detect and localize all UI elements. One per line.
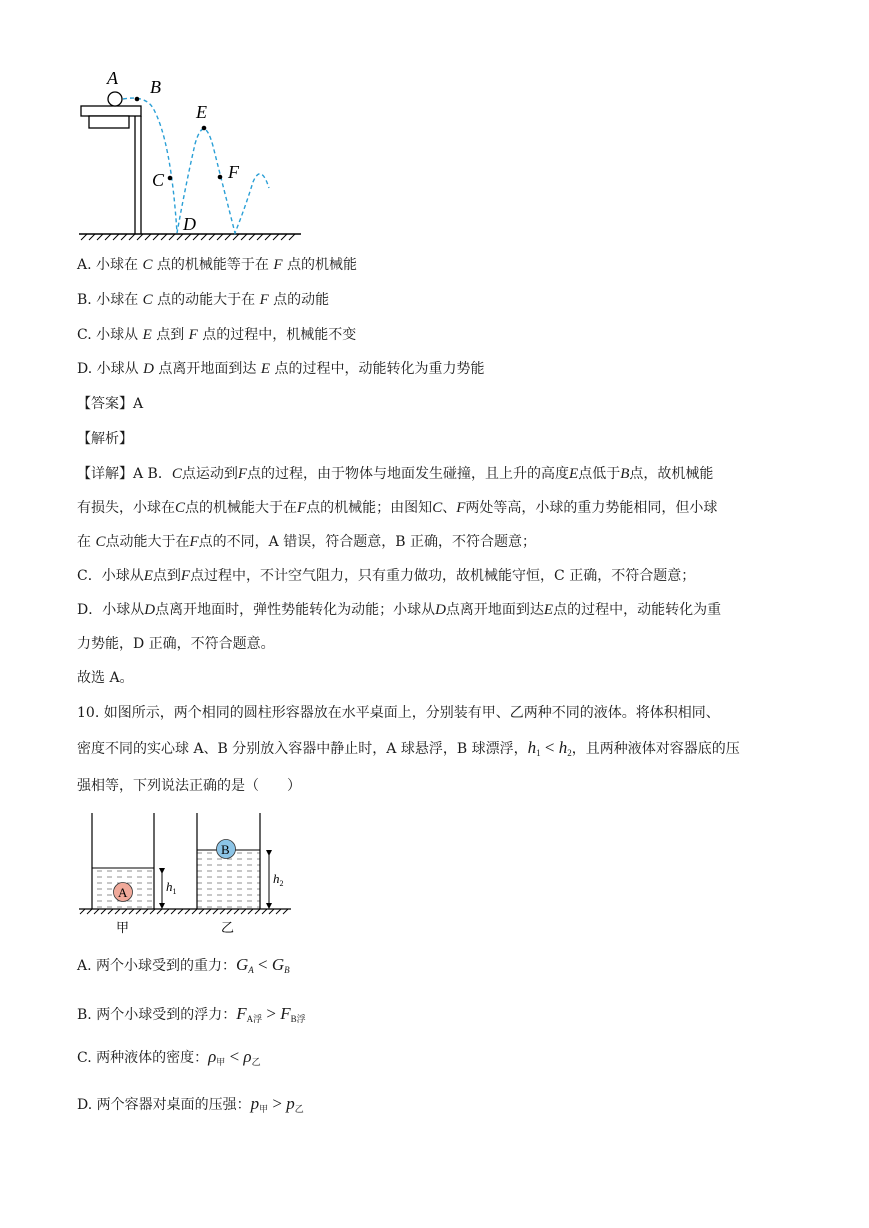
q10-stem-line1: 10. 如图所示，两个相同的圆柱形容器放在水平桌面上，分别装有甲、乙两种不同的液体。将体积相同、 xyxy=(77,705,720,721)
q10-stem-line2: 密度不同的实心球 A、B 分别放入容器中静止时，A 球悬浮，B 球漂浮，$h_1 < h_2$，且两种液体对容器底的压 xyxy=(77,738,740,758)
ground-hatching xyxy=(81,234,295,240)
label-yi: 乙 xyxy=(221,920,235,935)
q9-option-a: A. 小球在 C 点的机械能等于在 F 点的机械能 xyxy=(77,257,358,273)
label-f: F xyxy=(228,162,239,182)
ball-a-label: A xyxy=(118,885,128,900)
q9-option-b: B. 小球在 C 点的动能大于在 F 点的动能 xyxy=(77,292,330,308)
label-c: C xyxy=(152,170,165,190)
h2-label: $h_2$ xyxy=(273,871,284,888)
h1-label: $h_1$ xyxy=(166,879,177,896)
q9-detail-line4: C．小球从E点到F点过程中，不计空气阻力，只有重力做功，故机械能守恒，C 正确，不符合题意； xyxy=(77,568,696,584)
q10-option-a: A. 两个小球受到的重力：$G_A < G_B$ xyxy=(77,955,290,975)
q10-stem-line3: 强相等，下列说法正确的是（ ） xyxy=(77,778,301,794)
label-b: B xyxy=(150,77,161,97)
q10-option-c: C. 两种液体的密度：$\rho_甲 < \rho_乙$ xyxy=(77,1047,261,1067)
point-e xyxy=(202,126,207,131)
desk-hatching xyxy=(80,909,288,914)
q9-analysis-title: 【解析】 xyxy=(77,431,133,447)
label-d: D xyxy=(183,214,196,234)
point-c xyxy=(168,176,173,181)
point-f xyxy=(218,175,223,180)
q9-detail-line2: 有损失，小球在C点的机械能大于在F点的机械能；由图知C、F两处等高，小球的重力势能相同，但小球 xyxy=(77,500,718,516)
q9-answer: 【答案】A xyxy=(77,396,144,412)
q9-conclusion: 故选 A。 xyxy=(77,670,134,686)
bouncing-ball-figure xyxy=(75,68,305,248)
q9-detail-line1: 【详解】A B．C点运动到F点的过程，由于物体与地面发生碰撞，且上升的高度E点低于B点，故机械能 xyxy=(77,466,714,482)
label-a: A xyxy=(107,68,118,88)
q10-option-b: B. 两个小球受到的浮力：$F_{A浮} > F_{B浮}$ xyxy=(77,1004,306,1024)
q9-detail-line6: 力势能，D 正确，不符合题意。 xyxy=(77,636,275,652)
q10-option-d: D. 两个容器对桌面的压强：$p_甲 > p_乙$ xyxy=(77,1094,304,1114)
label-jia: 甲 xyxy=(116,920,130,935)
label-e: E xyxy=(196,102,207,122)
table-stand xyxy=(81,106,141,234)
q9-option-c: C. 小球从 E 点到 F 点的过程中，机械能不变 xyxy=(77,327,357,343)
ball-b-label: B xyxy=(221,842,230,857)
point-b xyxy=(135,97,140,102)
ball xyxy=(108,92,122,106)
containers-figure xyxy=(76,808,296,938)
q9-option-d: D. 小球从 D 点离开地面到达 E 点的过程中，动能转化为重力势能 xyxy=(77,361,485,377)
container-yi xyxy=(197,813,260,909)
q9-detail-line3: 在 C点动能大于在F点的不同，A 错误，符合题意，B 正确，不符合题意； xyxy=(77,534,536,550)
q9-detail-line5: D．小球从D点离开地面时，弹性势能转化为动能；小球从D点离开地面到达E点的过程中，动能转化为重 xyxy=(77,602,722,618)
